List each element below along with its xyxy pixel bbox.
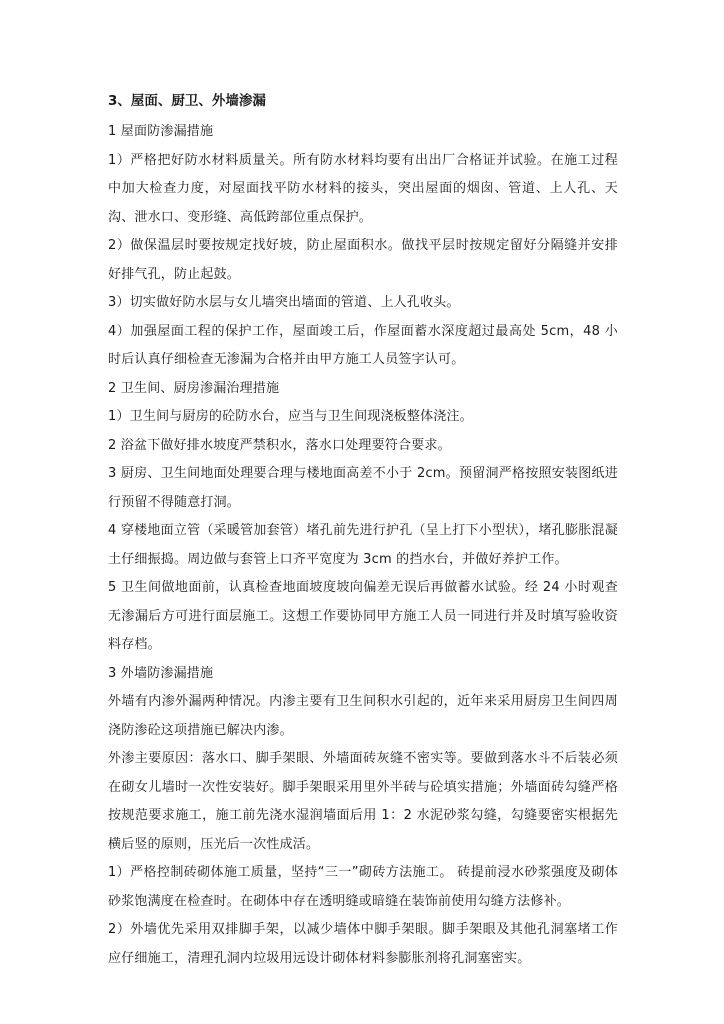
paragraph: 5 卫生间做地面前，认真检查地面坡度坡向偏差无误后再做蓄水试验。经 24 小时观查无渗漏后方可进行面层施工。这想工作要协同甲方施工人员一同进行并及时填写验收资料存档。: [108, 580, 618, 652]
section-heading: 3、屋面、厨卫、外墙渗漏: [108, 93, 266, 109]
subsection-title-exterior-wall: 3 外墙防渗漏措施: [108, 665, 214, 681]
paragraph: 外墙有内渗外漏两种情况。内渗主要有卫生间积水引起的，近年来采用厨房卫生间四周浇防渗砼这项措施已解决内渗。: [108, 694, 618, 738]
paragraph: 4 穿楼地面立管（采暖管加套管）堵孔前先进行护孔（呈上打下小型状），堵孔膨胀混凝土仔细振捣。周边做与套管上口齐平宽度为 3cm 的挡水台，并做好养护工作。: [108, 523, 618, 567]
paragraph: 3）切实做好防水层与女儿墙突出墙面的管道、上人孔收头。: [108, 295, 460, 310]
paragraph: 外渗主要原因：落水口、脚手架眼、外墙面砖灰缝不密实等。要做到落水斗不后装必须在砌女儿墙时一次性安装好。脚手架眼采用里外半砖与砼填实措施；外墙面砖勾缝严格按规范要求施工，施工前先浇水湿润墙面后用 1：2 水泥砂浆勾缝，勾缝要密实根据先横后竖的原则，压光后一次性成活。: [108, 751, 618, 852]
paragraph: 2）做保温层时要按规定找好坡，防止屋面积水。做找平层时按规定留好分隔缝并安排好排气孔，防止起鼓。: [108, 238, 618, 282]
subsection-title-roof: 1 屋面防渗漏措施: [108, 124, 214, 139]
document-page: [108, 88, 618, 973]
paragraph: 1）严格把好防水材料质量关。所有防水材料均要有出出厂合格证并试验。在施工过程中加大检查力度，对屋面找平防水材料的接头，突出屋面的烟囱、管道、上人孔、天沟、泄水口、变形缝、高低跨部位重点保护。: [108, 152, 618, 225]
paragraph: 1）卫生间与厨房的砼防水台，应当与卫生间现浇板整体浇注。: [108, 409, 473, 424]
paragraph: 4）加强屋面工程的保护工作，屋面竣工后，作屋面蓄水深度超过最高处 5cm，48 小时后认真仔细检查无渗漏为合格并由甲方施工人员签字认可。: [108, 323, 618, 367]
paragraph: 2）外墙优先采用双排脚手架，以减少墙体中脚手架眼。脚手架眼及其他孔洞塞堵工作应仔细施工，清理孔洞内垃圾用远设计砌体材料参膨胀剂将孔洞塞密实。: [108, 922, 618, 966]
subsection-title-bathroom: 2 卫生间、厨房渗漏治理措施: [108, 380, 280, 396]
paragraph: 1）严格控制砖砌体施工质量，坚持“三一”砌砖方法施工。 砖提前浸水砂浆强度及砌体砂浆饱满度在检查时。在砌体中存在透明缝或暗缝在装饰前使用勾缝方法修补。: [108, 865, 618, 909]
paragraph: 2 浴盆下做好排水坡度严禁积水，落水口处理要符合要求。: [108, 437, 451, 453]
paragraph: 3 厨房、卫生间地面处理要合理与楼地面高差不小于 2cm。预留洞严格按照安装图纸进行预留不得随意打洞。: [108, 466, 618, 510]
